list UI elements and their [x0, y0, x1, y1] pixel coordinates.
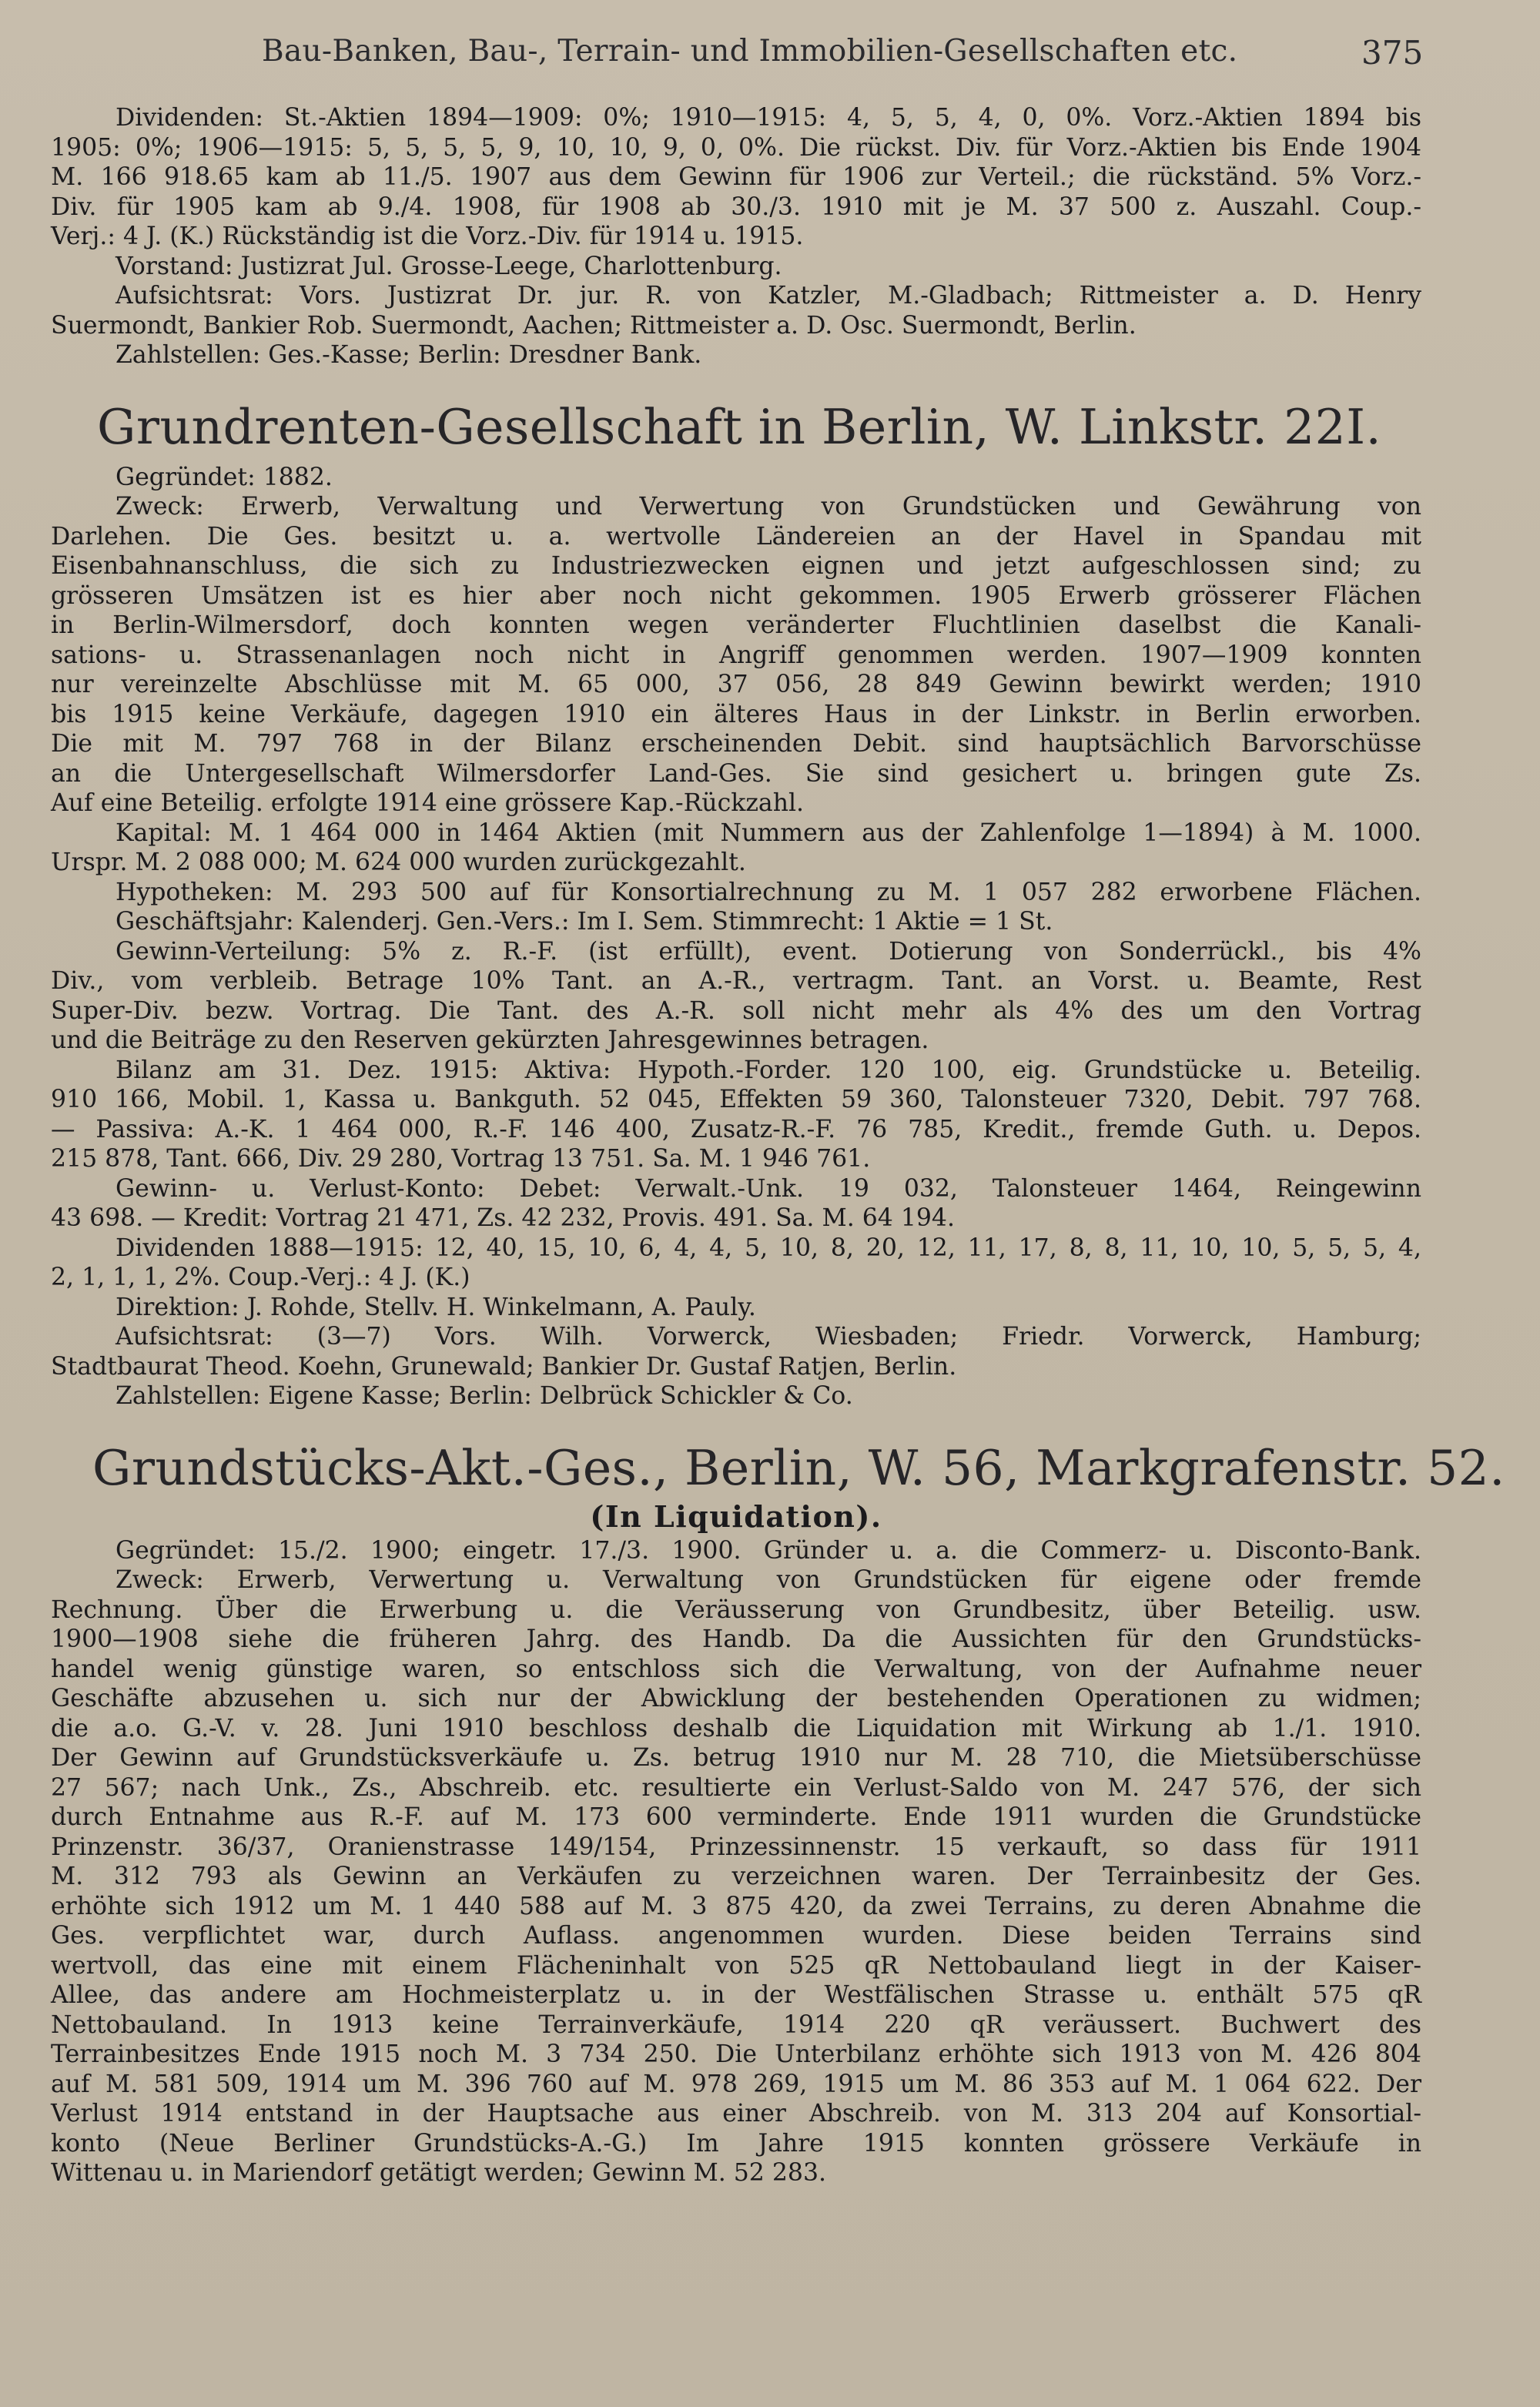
company-subtitle-liquidation: (In Liquidation). [590, 1498, 882, 1534]
text-line: Direktion: J. Rohde, Stellv. H. Winkelmann, A. Pauly. [116, 1293, 756, 1321]
text-line: wertvoll, das eine mit einem Flächeninhalt von 525 qR Nettobauland liegt in der Kaiser- [51, 1951, 1421, 1980]
text-line: 1905: 0%; 1906—1915: 5, 5, 5, 5, 9, 10, 10, 9, 0, 0%. Die rückst. Div. für Vorz.-Aktien bis Ende 1904 [51, 133, 1421, 162]
text-line: Aufsichtsrat: (3—7) Vors. Wilh. Vorwerck, Wiesbaden; Friedr. Vorwerck, Hamburg; [116, 1323, 1421, 1351]
text-line: Ges. verpflichtet war, durch Auflass. angenommen wurden. Diese beiden Terrains sind [51, 1922, 1421, 1950]
text-line: Vorstand: Justizrat Jul. Grosse-Leege, Charlottenburg. [116, 252, 782, 280]
company-entry-grundstuecks [51, 1536, 1421, 2188]
text-line: nur vereinzelte Abschlüsse mit M. 65 000, 37 056, 28 849 Gewinn bewirkt werden; 1910 [51, 671, 1421, 698]
text-line: 910 166, Mobil. 1, Kassa u. Bankguth. 52 045, Effekten 59 360, Talonsteuer 7320, Debit. 797 768. [51, 1086, 1421, 1113]
text-line: Zweck: Erwerb, Verwaltung und Verwertung von Grundstücken und Gewährung von [116, 493, 1421, 521]
text-line: Aufsichtsrat: Vors. Justizrat Dr. jur. R. von Katzler, M.-Gladbach; Rittmeister a. D. Henry [116, 282, 1421, 310]
text-line: an die Untergesellschaft Wilmersdorfer Land-Ges. Sie sind gesichert u. bringen gute Zs. [51, 759, 1421, 788]
text-line: Geschäfte abzusehen u. sich nur der Abwicklung der bestehenden Operationen zu widmen; [51, 1685, 1421, 1712]
text-line: M. 166 918.65 kam ab 11./5. 1907 aus dem Gewinn für 1906 zur Verteil.; die rückständ. 5% Vorz.- [51, 163, 1421, 191]
page-content [51, 103, 1505, 2188]
text-line: Verlust 1914 entstand in der Hauptsache aus einer Abschreib. von M. 313 204 auf Konsortial- [51, 2100, 1421, 2127]
text-line: Gegründet: 15./2. 1900; eingetr. 17./3. 1900. Gründer u. a. die Commerz- u. Disconto-Bank. [116, 1536, 1421, 1565]
text-line: durch Entnahme aus R.-F. auf M. 173 600 verminderte. Ende 1911 wurden die Grundstücke [51, 1803, 1421, 1831]
text-line: bis 1915 keine Verkäufe, dagegen 1910 ein älteres Haus in der Linkstr. in Berlin erworben. [51, 700, 1421, 728]
text-line: 43 698. — Kredit: Vortrag 21 471, Zs. 42 232, Provis. 491. Sa. M. 64 194. [51, 1204, 955, 1232]
text-line: Dividenden: St.-Aktien 1894—1909: 0%; 1910—1915: 4, 5, 5, 4, 0, 0%. Vorz.-Aktien 1894 bis [116, 104, 1421, 132]
text-line: Darlehen. Die Ges. besitzt u. a. wertvolle Ländereien an der Havel in Spandau mit [51, 522, 1421, 551]
running-header: Bau-Banken, Bau-, Terrain- und Immobilien-Gesellschaften etc. [262, 34, 1238, 69]
text-line: Div., vom verbleib. Betrage 10% Tant. an A.-R., vertragm. Tant. an Vorst. u. Beamte, Rest [51, 967, 1421, 995]
text-line: auf M. 581 509, 1914 um M. 396 760 auf M. 978 269, 1915 um M. 86 353 auf M. 1 064 622. Der [51, 2070, 1421, 2098]
text-line: 2, 1, 1, 1, 2%. Coup.-Verj.: 4 J. (K.) [51, 1264, 470, 1291]
text-line: Terrainbesitzes Ende 1915 noch M. 3 734 250. Die Unterbilanz erhöhte sich 1913 von M. 426 804 [51, 2040, 1421, 2068]
text-line: sations- u. Strassenanlagen noch nicht in Angriff genommen werden. 1907—1909 konnten [51, 641, 1421, 669]
text-line: Dividenden 1888—1915: 12, 40, 15, 10, 6, 4, 4, 5, 10, 8, 20, 12, 11, 17, 8, 8, 11, 10, 10, 5, 5, 5, 4, [116, 1234, 1421, 1262]
text-line: Gewinn- u. Verlust-Konto: Debet: Verwalt.-Unk. 19 032, Talonsteuer 1464, Reingewinn [116, 1174, 1421, 1203]
page-number: 375 [1361, 34, 1424, 72]
company-title-grundrenten: Grundrenten-Gesellschaft in Berlin, W. Linkstr. 22I. [97, 398, 1382, 455]
text-line: die a.o. G.-V. v. 28. Juni 1910 beschloss deshalb die Liquidation mit Wirkung ab 1./1. 1910. [51, 1714, 1421, 1742]
text-line: Der Gewinn auf Grundstücksverkäufe u. Zs. betrug 1910 nur M. 28 710, die Mietsüberschüsse [51, 1744, 1421, 1772]
text-line: Die mit M. 797 768 in der Bilanz erscheinenden Debit. sind hauptsächlich Barvorschüsse [51, 730, 1421, 758]
text-line: Geschäftsjahr: Kalenderj. Gen.-Vers.: Im I. Sem. Stimmrecht: 1 Aktie = 1 St. [116, 908, 1053, 936]
text-line: Zahlstellen: Eigene Kasse; Berlin: Delbrück Schickler & Co. [116, 1382, 853, 1410]
text-line: konto (Neue Berliner Grundstücks-A.-G.) Im Jahre 1915 konnten grössere Verkäufe in [51, 2129, 1421, 2158]
text-line: Wittenau u. in Mariendorf getätigt werden; Gewinn M. 52 283. [51, 2159, 827, 2187]
section-continuation [51, 103, 1421, 370]
text-line: Allee, das andere am Hochmeisterplatz u. in der Westfälischen Strasse u. enthält 575 qR [51, 1981, 1421, 2009]
text-line: Super-Div. bezw. Vortrag. Die Tant. des A.-R. soll nicht mehr als 4% des um den Vortrag [51, 996, 1421, 1025]
text-line: — Passiva: A.-K. 1 464 000, R.-F. 146 400, Zusatz-R.-F. 76 785, Kredit., fremde Guth. u. Depos. [51, 1115, 1421, 1143]
text-line: Auf eine Beteilig. erfolgte 1914 eine grössere Kap.-Rückzahl. [51, 789, 805, 817]
text-line: M. 312 793 als Gewinn an Verkäufen zu verzeichnen waren. Der Terrainbesitz der Ges. [51, 1863, 1421, 1890]
text-line: grösseren Umsätzen ist es hier aber noch nicht gekommen. 1905 Erwerb grösserer Flächen [51, 581, 1421, 610]
text-line: Gewinn-Verteilung: 5% z. R.-F. (ist erfüllt), event. Dotierung von Sonderrückl., bis 4% [116, 937, 1421, 966]
text-line: Verj.: 4 J. (K.) Rückständig ist die Vorz.-Div. für 1914 u. 1915. [51, 223, 804, 250]
text-line: und die Beiträge zu den Reserven gekürzten Jahresgewinnes betragen. [51, 1026, 929, 1054]
text-line: Bilanz am 31. Dez. 1915: Aktiva: Hypoth.-Forder. 120 100, eig. Grundstücke u. Beteilig. [116, 1056, 1421, 1084]
text-line: 27 567; nach Unk., Zs., Abschreib. etc. resultierte ein Verlust-Saldo von M. 247 576, der sich [51, 1773, 1421, 1802]
text-line: Prinzenstr. 36/37, Oranienstrasse 149/154, Prinzessinnenstr. 15 verkauft, so dass für 1911 [51, 1833, 1421, 1861]
text-line: Stadtbaurat Theod. Koehn, Grunewald; Bankier Dr. Gustaf Ratjen, Berlin. [51, 1352, 957, 1381]
text-line: Kapital: M. 1 464 000 in 1464 Aktien (mit Nummern aus der Zahlenfolge 1—1894) à M. 1000. [116, 819, 1421, 847]
text-line: Rechnung. Über die Erwerbung u. die Veräusserung von Grundbesitz, über Beteilig. usw. [51, 1595, 1421, 1624]
text-line: Suermondt, Bankier Rob. Suermondt, Aachen; Rittmeister a. D. Osc. Suermondt, Berlin. [51, 311, 1137, 340]
text-line: 215 878, Tant. 666, Div. 29 280, Vortrag 13 751. Sa. M. 1 946 761. [51, 1145, 871, 1173]
text-line: Zweck: Erwerb, Verwertung u. Verwaltung von Grundstücken für eigene oder fremde [116, 1566, 1421, 1594]
text-line: Gegründet: 1882. [116, 463, 333, 491]
text-line: handel wenig günstige waren, so entschloss sich die Verwaltung, von der Aufnahme neuer [51, 1655, 1421, 1683]
text-line: Hypotheken: M. 293 500 auf für Konsortialrechnung zu M. 1 057 282 erworbene Flächen. [116, 878, 1421, 906]
text-line: Nettobauland. In 1913 keine Terrainverkäufe, 1914 220 qR veräussert. Buchwert des [51, 2010, 1421, 2039]
text-line: 1900—1908 siehe die früheren Jahrg. des Handb. Da die Aussichten für den Grundstücks- [51, 1625, 1421, 1653]
text-line: Eisenbahnanschluss, die sich zu Industriezwecken eignen und jetzt aufgeschlossen sind; zu [51, 552, 1421, 580]
text-line: erhöhte sich 1912 um M. 1 440 588 auf M. 3 875 420, da zwei Terrains, zu deren Abnahme die [51, 1892, 1421, 1920]
company-title-grundstuecks: Grundstücks-Akt.-Ges., Berlin, W. 56, Markgrafenstr. 52. [92, 1439, 1505, 1496]
text-line: Zahlstellen: Ges.-Kasse; Berlin: Dresdner Bank. [116, 341, 702, 369]
text-line: in Berlin-Wilmersdorf, doch konnten wegen veränderter Fluchtlinien daselbst die Kanali- [51, 611, 1421, 639]
company-entry-grundrenten [51, 463, 1421, 1411]
text-line: Div. für 1905 kam ab 9./4. 1908, für 1908 ab 30./3. 1910 mit je M. 37 500 z. Auszahl. Coup.- [51, 192, 1421, 221]
text-line: Urspr. M. 2 088 000; M. 624 000 wurden zurückgezahlt. [51, 849, 746, 876]
